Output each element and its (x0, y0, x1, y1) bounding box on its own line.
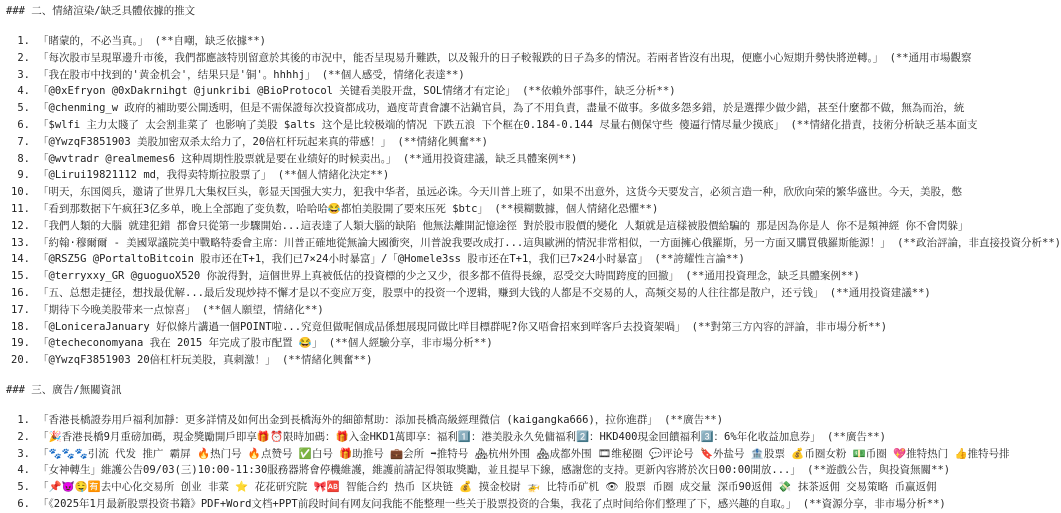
list-item (6, 218, 1024, 235)
list-item (6, 479, 1024, 496)
list-item-content (38, 117, 1024, 134)
list-item-number: 2. (17, 51, 30, 64)
annotation: (**通用投資理念，缺乏具體案例**) (679, 270, 860, 283)
list-item-content (38, 235, 1061, 252)
annotation: (**個人感受，情绪化表達**) (315, 68, 465, 81)
list-item (6, 302, 1024, 319)
list-item-number: 5. (17, 481, 30, 494)
quoted-post: 「🐾🐾🐾引流 代发 推广 霸屏 🔥热门号 🔥点赞号 ✅白号 🎁助推号 💼会所 ➡推特号 🏘杭州外围 🏘成都外围 🎞维秘圈 💬评论号 🔖外盐号 🏦股票 💰币圈女粉 💵币圈 💖推特热门 👍推特号排 (38, 447, 1010, 460)
list-item-content (38, 184, 1024, 201)
quoted-post: 「@YwzqF3851903 美股加密双杀太给力了，20倍杠杆玩起来真的带感！」 (38, 135, 392, 148)
quoted-post: 「@0xEfryon @0xDakrnihgt @junkribi @BioProtocol 关键看美股开盘，SOL情绪才有定论」 (38, 85, 516, 98)
list-item (6, 352, 1024, 369)
quoted-post: 「期待下今晚美股带来一点惊喜」 (38, 303, 196, 316)
quoted-post: 「明天，东国阅兵，邀请了世界几大集权巨头，彰显天国强大实力，犯我中华者，虽远必诛。今天川普上班了，如果不出意外，这货今天要发言，必须言造一种，欣欣向荣的繁华盛世。今天，美股，憋 (38, 186, 962, 199)
list-item-content (38, 218, 1024, 235)
list-item-number: 17. (11, 303, 30, 316)
list-item-content (38, 335, 1024, 352)
annotation: (**誇耀性言論**) (648, 253, 745, 266)
list-item (6, 285, 1024, 302)
list-item-number: 13. (11, 236, 30, 249)
list-item (6, 151, 1024, 168)
annotation: (**通用投資建議**) (823, 286, 931, 299)
list-item-content (38, 446, 1024, 463)
annotation: (**依賴外部事件，缺乏分析**) (515, 85, 676, 98)
list-item (6, 268, 1024, 285)
annotation: (**資源分享，非市場分析**) (796, 497, 946, 510)
list-item-number: 3. (17, 447, 30, 460)
list-item-content (38, 319, 1024, 336)
list-item-content (38, 67, 1024, 84)
list-item-content (38, 201, 1024, 218)
list-item-number: 10. (11, 186, 30, 199)
quoted-post: 「睹蒙的，不必当真。」 (38, 35, 149, 47)
list-item-content (38, 302, 1024, 319)
section-spacer (6, 369, 1024, 381)
annotation: (**對第三方內容的評論，非市場分析**) (685, 320, 888, 333)
quoted-post: 「@wvtradr @realmemes6 这种周期性股票就是要在业绩好的时候卖出。」 (38, 152, 397, 165)
list-item-number: 20. (11, 354, 30, 367)
quoted-post: 「香港長橋證券用戶福利加靜：更多詳情及如何出金到長橋海外的細節幫助：添加長橋高級經理微信 (kaigangka666)，拉你進群」 (38, 413, 658, 426)
list-item-content (38, 100, 1024, 117)
quoted-post: 「我們人類的大腦 就建犯錯 都會只從第一步驟開始...這表達了人類大腦的缺陷 他無法離開記憶途徑 對於股市股價的變化 人類就是這樣被股價給騙的 那是因為你是人 你不是頻神經 你不會閃躲」 (38, 219, 969, 232)
list-item-content (38, 429, 1024, 446)
annotation: (**情緒化興奮**) (275, 354, 373, 367)
list-item-content (38, 151, 1024, 168)
list-item-number: 7. (17, 135, 30, 148)
list-item (6, 134, 1024, 151)
annotation: (**通用投資建議，缺乏具體案例**) (396, 152, 578, 165)
list-item (6, 335, 1024, 352)
section-heading: ### 三、廣告/無關資訊 (6, 383, 122, 396)
quoted-post: 「@chenming_w 政府的補助要公開透明，但是不需保證每次投資都成功，過度苛責會讓不沾鍋官員，為了不用負責，盡量不做事。多做多怨多錯，於是選擇少做少錯，甚至什麼都不做，無為而治，統 (38, 102, 965, 115)
annotation: (**通用市場觀察 (883, 51, 972, 64)
list-item-content (38, 167, 1024, 184)
quoted-post: 「🎉香港長橋9月重磅加碼，現金獎勵開戶即享🎁⏰限時加碼：🎁入金HKD1萬即享：福利1️⃣：港美股永久免傭福利2️⃣：HKD400現金回饋福利3️⃣：6%年化收益加息券」 (38, 430, 821, 443)
list-item-number: 2. (17, 430, 30, 443)
list-item (6, 117, 1024, 134)
quoted-post: 「@terryxxy_GR @guoguoX520 你說得對，這個世界上真被低估的投資標的少之又少，很多都不值得長線，忍受交大時間跨度的回撤」 (38, 270, 680, 283)
list-item-content (38, 268, 1024, 285)
list-item-number: 4. (17, 464, 30, 477)
quoted-post: 「@RSZ5G @PortaltoBitcoin 股市还在T+1，我们已7×24小时暴富」/「@Homele3ss 股市还在T+1，我们已7×24小时暴富」 (38, 253, 649, 266)
annotation: (**個人情緒化決定**) (271, 169, 390, 182)
list-item (6, 412, 1024, 429)
annotation: (**情緒化措責，技術分析缺乏基本面支 (784, 118, 978, 131)
quoted-post: 「《2025年1月最新股票投资书籍》PDF+Word文档+PPT前段时间有网友问我能不能整理一些关于股票投资的合集，我花了点时间给你们整理了下，感兴趣的自取。」 (38, 497, 797, 510)
annotation: (**廣告**) (657, 413, 724, 426)
annotation: (**個人願望，情緒化**) (195, 303, 324, 316)
list-item-content (38, 50, 1024, 67)
quoted-post: 「約翰·穆爾爾 - 美國眾議院美中戰略特委會主席：川普正確地從無論大國衝突，川普說我要改成打...這與歐洲的情況非常相似，一方面擁心俄羅斯，另一方面又購買俄羅斯能源！」 (38, 236, 891, 249)
list-item (6, 33, 1024, 50)
quoted-post: 「我在股市中找到的'黄金机会'，结果只是'铜'。hhhhj」 (38, 68, 316, 81)
list-item-content (38, 251, 1024, 268)
list-item-number: 6. (17, 118, 30, 131)
list-item-number: 3. (17, 68, 30, 81)
list-item-number: 4. (17, 85, 30, 98)
quoted-post: 「每次股市呈現單邊升市後，我們都應該特別留意於其後的市況中，能否呈現易升難跌，以及報升的日子較報跌的日子為多的情況。若兩者皆沒有出現，便應小心短期升勢快將逆轉。」 (38, 51, 884, 64)
list-item (6, 446, 1024, 463)
list-item (6, 83, 1024, 100)
list-item-number: 8. (17, 152, 30, 165)
list-item (6, 67, 1024, 84)
quoted-post: 「@LoniceraJanuary 好似條片講過一個POINT啦...究竟但做呢個成品係想展現同做比咩目標群呢?你又唔會招來到咩客戶去投資架喎」 (38, 320, 686, 333)
annotation: (**政治評論，非直接投資分析**) (890, 236, 1061, 249)
list-item-number: 5. (17, 102, 30, 115)
list-item-content (38, 83, 1024, 100)
annotation: (**自嘲，缺乏依據**) (148, 35, 267, 47)
list-item (6, 167, 1024, 184)
list-item-number: 19. (11, 337, 30, 350)
list-item-number: 9. (17, 169, 30, 182)
list-item-number: 12. (11, 219, 30, 232)
list-item-number: 6. (17, 497, 30, 510)
list-item-number: 1. (17, 413, 30, 426)
annotation: (**個人經驗分享，非市場分析**) (322, 337, 493, 350)
quoted-post: 「$wlfi 主力太賤了 太会割韭菜了 也影响了美股 $alts 这个是比较极端的情况 下跌五浪 下个框在0.184-0.144 尽量右侧保守些 傻逼行情尽量少摸底」 (38, 118, 785, 131)
list-item-content (38, 285, 1024, 302)
list-item (6, 201, 1024, 218)
annotation: (**情緒化興奮**) (391, 135, 488, 148)
heading-spacer (6, 400, 1024, 412)
list-item (6, 235, 1061, 252)
quoted-post: 「@YwzqF3851903 20倍杠杆玩美股，真刺激！」 (38, 354, 276, 367)
list-item (6, 462, 1024, 479)
list-item (6, 100, 1024, 117)
list-item (6, 429, 1024, 446)
list-item-number: 11. (11, 202, 30, 215)
list-item-content (38, 462, 1024, 479)
quoted-post: 「@techeconomyana 我在 2015 年完成了股市配置 😂」 (38, 337, 323, 350)
annotation: (**模糊數據，個人情緒化恐懼**) (488, 202, 659, 215)
list-item (6, 496, 1024, 513)
list-item-number: 16. (11, 286, 30, 299)
list-item-content (38, 479, 1024, 496)
list-item-content (38, 134, 1024, 151)
annotation: (**廣告**) (820, 430, 886, 443)
list-item-content (38, 496, 1024, 513)
list-item-content (38, 33, 1024, 50)
quoted-post: 「📌😈🤤🈶去中心化交易所 创业 非菜 ⭐ 花花研究院 🎀🆎 智能合约 热币 区块链 💰 摸金校尉 🚁 比特币矿机 👁 股票 币圈 成交量 深币90返佣 💸 抹茶返佣 交易策略 币赢返佣 (38, 481, 937, 494)
list-item-number: 18. (11, 320, 30, 333)
quoted-post: 「五、总想走捷径，想找最优解...最后发现炒持不懈才是以不变应万变，股票中的投资一个逻辑，赚到大钱的人都是不交易的人，高频交易的人往往都是散户，还亏钱」 (38, 286, 824, 299)
list-item-number: 15. (11, 270, 30, 283)
list-item (6, 50, 1024, 67)
list-item (6, 251, 1024, 268)
quoted-post: 「看到那数据下午疯狂3亿多单，晚上全部跑了变负数，哈哈哈😂都怕美股開了要來压死 $btc」 (38, 202, 489, 215)
section-heading: ### 二、情緒渲染/缺乏具體依據的推文 (6, 5, 196, 17)
annotation: (**遊戲公告，與投資無關**) (800, 464, 951, 477)
list-item-content (38, 352, 1024, 369)
list-item (6, 319, 1024, 336)
list-item-content (38, 412, 1024, 429)
quoted-post: 「@Lirui19821112 md，我得卖特斯拉股票了」 (38, 169, 272, 182)
quoted-post: 「女神轉生」維護公告09/03(三)10:00-11:30服務器將會停機維護，維護前請記得領取獎勵，並且提早下線，感謝您的支持。更新內容將於次日00:00開放...」 (38, 464, 801, 477)
heading-spacer (6, 21, 1024, 33)
list-item (6, 184, 1024, 201)
list-item-number: 14. (11, 253, 30, 266)
list-item-number: 1. (17, 35, 30, 47)
